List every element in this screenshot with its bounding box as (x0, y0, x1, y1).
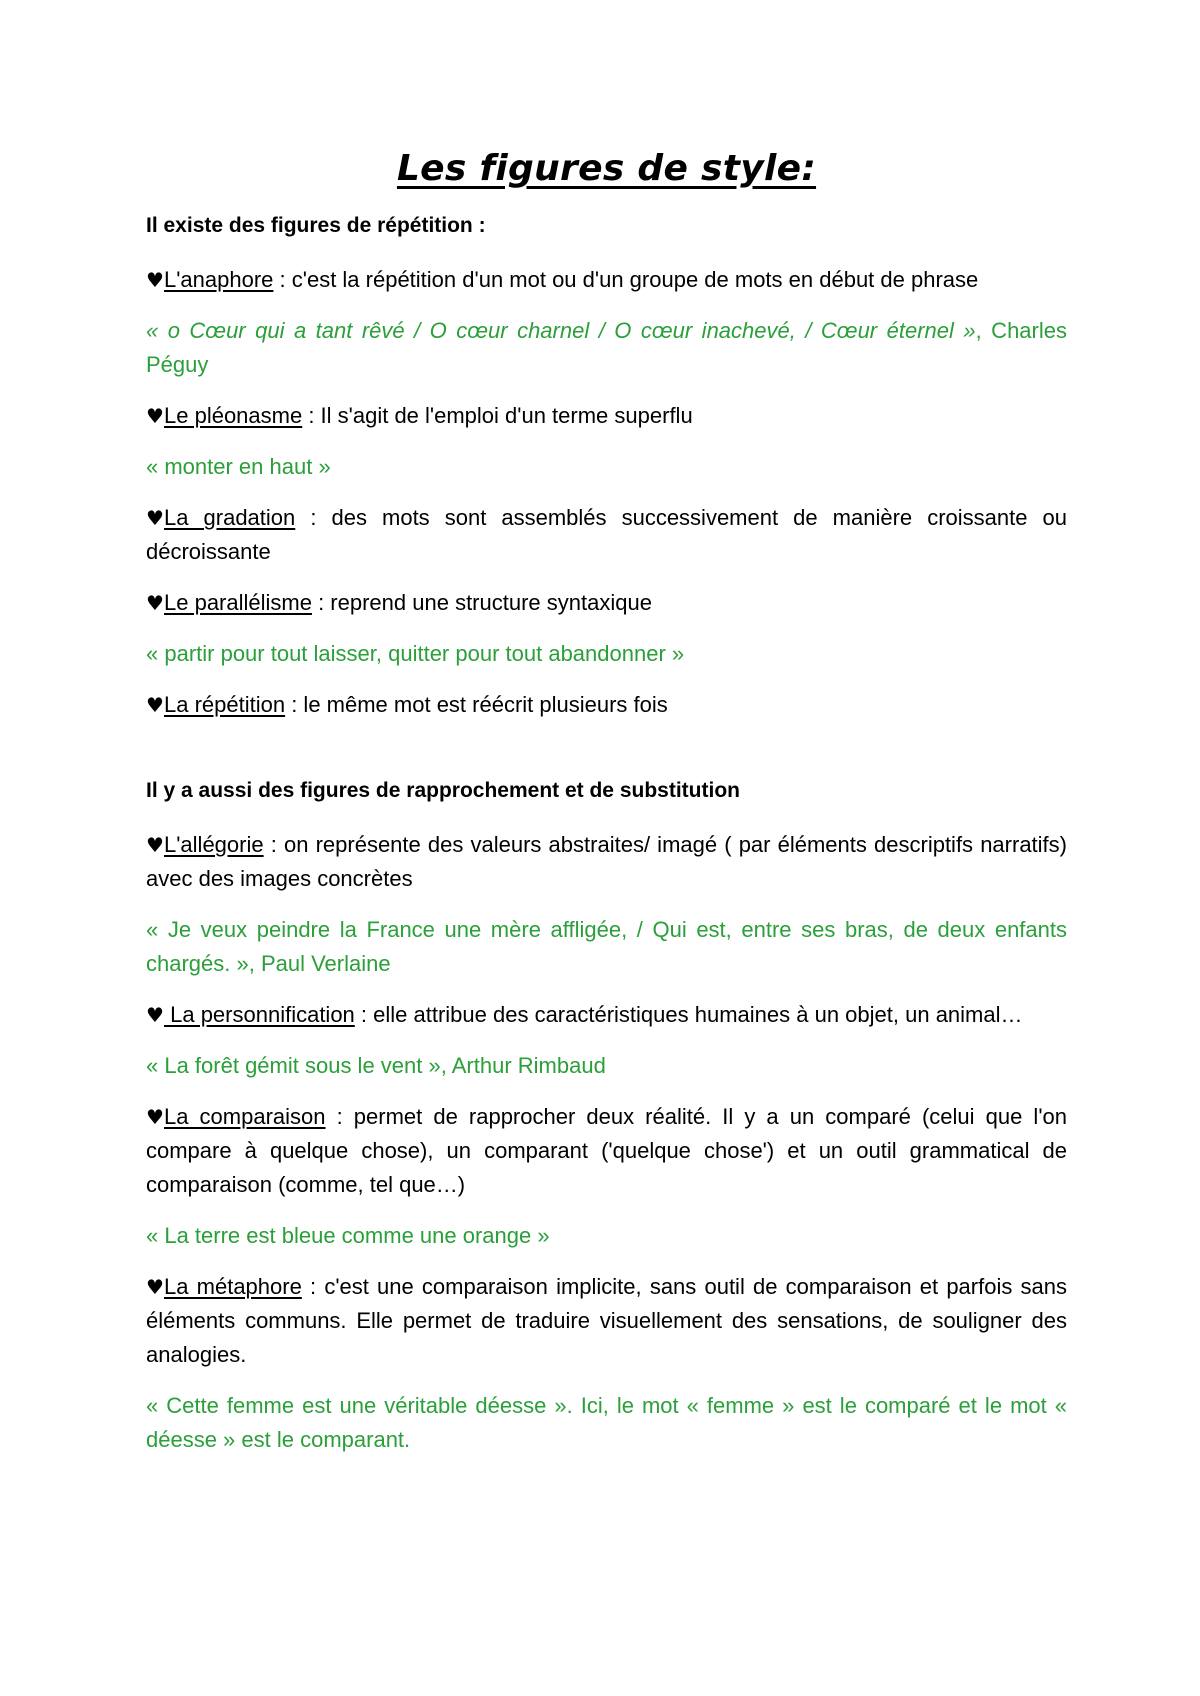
figure-pleonasme (146, 399, 1067, 433)
section-heading-rapprochement: Il y a aussi des figures de rapprochement et de substitution (146, 779, 740, 802)
figure-parallelisme (146, 586, 1067, 620)
figure-metaphore (146, 1270, 1067, 1372)
figure-term: Le pléonasme (164, 403, 303, 428)
figure-anaphore (146, 263, 1067, 297)
figure-example: « monter en haut » (146, 454, 331, 479)
figure-definition: : le même mot est réécrit plusieurs fois (285, 692, 668, 717)
page-title: Les figures de style: (396, 148, 817, 189)
figure-comparaison (146, 1100, 1067, 1202)
heart-bullet-icon: ♥ (146, 506, 164, 530)
figure-definition: : elle attribue des caractéristiques humaines à un objet, un animal… (354, 1002, 1023, 1027)
figure-term: L'allégorie (164, 832, 264, 857)
figure-example: « La forêt gémit sous le vent », Arthur Rimbaud (146, 1053, 606, 1078)
heart-bullet-icon: ♥ (146, 833, 164, 857)
figure-example: « partir pour tout laisser, quitter pour tout abandonner » (146, 641, 685, 666)
figure-definition: : reprend une structure syntaxique (311, 590, 652, 615)
figure-example: « La terre est bleue comme une orange » (146, 1223, 550, 1248)
figure-term: L'anaphore (164, 267, 274, 292)
heart-bullet-icon: ♥ (146, 693, 164, 717)
figure-definition: : Il s'agit de l'emploi d'un terme superflu (302, 403, 693, 428)
figure-definition: : c'est la répétition d'un mot ou d'un groupe de mots en début de phrase (273, 267, 979, 292)
example-author: , Charles Péguy (146, 318, 1067, 377)
heart-bullet-icon: ♥ (146, 1105, 164, 1129)
figure-definition: : c'est une comparaison implicite, sans outil de comparaison et parfois sans éléments communs. Elle permet de traduire visuellement des sensations, de souligner des analogies. (146, 1274, 1068, 1367)
figure-example: « Je veux peindre la France une mère affligée, / Qui est, entre ses bras, de deux enfants chargés. », Paul Verlaine (146, 917, 1067, 976)
figure-term: La métaphore (164, 1274, 302, 1299)
heart-bullet-icon: ♥ (146, 1003, 164, 1027)
figure-repetition (146, 688, 1067, 722)
figure-definition: : permet de rapprocher deux réalité. Il y a un comparé (celui que l'on compare à quelque chose), un comparant ('quelque chose') et un outil grammatical de comparaison (comme, tel que…) (146, 1104, 1067, 1197)
figure-term: La gradation (164, 505, 296, 530)
figure-example (146, 314, 1067, 382)
heart-bullet-icon: ♥ (146, 591, 164, 615)
figure-gradation (146, 501, 1067, 569)
figure-example: « Cette femme est une véritable déesse ». Ici, le mot « femme » est le comparé et le mot « déesse » est le comparant. (146, 1393, 1067, 1452)
figure-definition: : des mots sont assemblés successivement de manière croissante ou décroissante (146, 505, 1067, 564)
example-quote: « o Cœur qui a tant rêvé / O cœur charnel / O cœur inachevé, / Cœur éternel » (146, 318, 976, 343)
heart-bullet-icon: ♥ (146, 1275, 164, 1299)
figure-personnification (146, 998, 1067, 1032)
figure-allegorie (146, 828, 1067, 896)
section-heading-repetition: Il existe des figures de répétition : (146, 214, 486, 237)
figure-term: La personnification (164, 1002, 355, 1027)
figure-term: La répétition (164, 692, 286, 717)
figure-term: La comparaison (164, 1104, 326, 1129)
figure-term: Le parallélisme (164, 590, 312, 615)
heart-bullet-icon: ♥ (146, 404, 164, 428)
heart-bullet-icon: ♥ (146, 268, 164, 292)
figure-definition: : on représente des valeurs abstraites/ imagé ( par éléments descriptifs narratifs) avec des images concrètes (146, 832, 1067, 891)
